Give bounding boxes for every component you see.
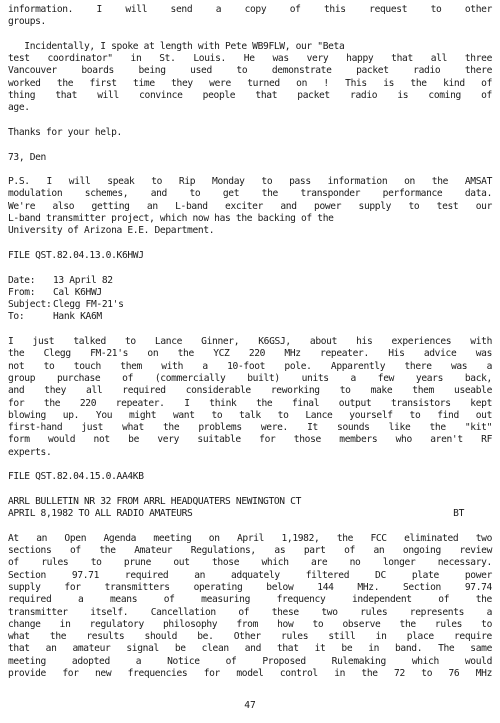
text-line: experts.: [8, 446, 52, 458]
ps-paragraph: [8, 176, 492, 237]
text-line: of rules to prune out those which are no longer necessary.: [8, 557, 492, 569]
sign-off: [8, 152, 492, 164]
memo-to-label: To:: [8, 311, 25, 323]
text-line: age.: [8, 102, 30, 114]
text-line: first-hand just what the problems were. It sounds like the "kit": [8, 422, 492, 434]
memo-subject-row: [8, 299, 492, 311]
bulletin-header-line: [8, 508, 492, 520]
bulletin-paragraph: [8, 533, 492, 681]
text-line: 73, Den: [8, 151, 46, 163]
text-line: and they all required considerable reworking to make them useable: [8, 385, 492, 397]
text-line: Section 97.71 required an adquately filtered DC plate power: [8, 569, 492, 581]
text-line: required a means of measuring frequency independent of the: [8, 594, 492, 606]
text-line: Vancouver boards being used to demonstrate packet radio there: [8, 65, 492, 77]
text-line: information. I will send a copy of this request to other: [8, 4, 492, 15]
memo-to-row: [8, 311, 492, 323]
bulletin-date-line: APRIL 8,1982 TO ALL RADIO AMATEURS: [8, 508, 193, 520]
memo-date-label: Date:: [8, 274, 36, 286]
memo-to-value: Hank KA6M: [53, 311, 102, 323]
text-line: what the results should be. Other rules still in place require: [8, 631, 492, 643]
text-line: At an Open Agenda meeting on April 1,1982, the FCC eliminated two: [8, 532, 492, 544]
memo-subject-value: Clegg FM-21's: [53, 299, 124, 311]
bulletin-header-line: ARRL BULLETIN NR 32 FROM ARRL HEADQUATERS NEWINGTON CT: [8, 495, 302, 507]
text-line: supply for transmitters operating below 144 MHz. Section 97.74: [8, 581, 492, 593]
text-line: University of Arizona E.E. Department.: [8, 225, 215, 237]
clegg-paragraph: [8, 336, 492, 459]
text-line: I just talked to Lance Ginner, K6GSJ, about his experiences with: [8, 336, 492, 348]
bulletin-header: [8, 496, 492, 521]
memo-from-label: From:: [8, 286, 36, 298]
text-line: We're also getting an L-band exciter and power supply to test our: [8, 200, 492, 212]
text-line: not to touch them with a 10-foot pole. Apparently there was a: [8, 360, 492, 372]
text-line: test coordinator" in St. Louis. He was very happy that all three: [8, 53, 492, 65]
intro-paragraph: [8, 4, 492, 29]
text-line: modulation schemes, and to get the transponder performance data.: [8, 188, 492, 200]
bulletin-bt-marker: BT: [453, 508, 464, 520]
text-line: P.S. I will speak to Rip Monday to pass information on the AMSAT: [8, 176, 492, 188]
incidentally-paragraph: [8, 41, 492, 115]
text-line: that an amateur signal be clean and that it be in band. The same: [8, 643, 492, 655]
text-line: Thanks for your help.: [8, 126, 122, 138]
text-line: transmitter itself. Cancellation of these two rules represents a: [8, 606, 492, 618]
memo-from-value: Cal K6HWJ: [53, 286, 102, 298]
text-line: L-band transmitter project, which now has the backing of the: [8, 213, 334, 225]
memo-from-row: [8, 287, 492, 299]
memo-date-value: 13 April 82: [53, 274, 113, 286]
text-line: Incidentally, I spoke at length with Pete WB9FLW, our "Beta: [8, 40, 345, 52]
text-line: the Clegg FM-21's on the YCZ 220 MHz repeater. His advice was: [8, 348, 492, 360]
text-line: blowing up. You might want to talk to Lance yourself to find out: [8, 409, 492, 421]
page-number: 47: [244, 700, 256, 711]
text-line: FILE QST.82.04.13.0.K6HWJ: [8, 249, 144, 261]
text-line: group purchase of (commercially built) units a few years back,: [8, 372, 492, 384]
thanks-line: [8, 127, 492, 139]
text-line: groups.: [8, 16, 46, 28]
text-line: for the 220 repeater. I think the final output transistors kept: [8, 397, 492, 409]
memo-header: [8, 275, 492, 324]
text-line: meeting adopted a Notice of Proposed Rulemaking which would: [8, 655, 492, 667]
text-line: sections of the Amateur Regulations, as part of an ongoing review: [8, 545, 492, 557]
memo-date-row: [8, 275, 492, 287]
text-line: worked the first time they were turned on ! This is the kind of: [8, 77, 492, 89]
text-line: thing that will convince people that packet radio is coming of: [8, 90, 492, 102]
text-line: change in regulatory philosophy from how to observe the rules to: [8, 618, 492, 630]
text-line: form would not be very suitable for those members who aren't RF: [8, 434, 492, 446]
file-header: [8, 471, 492, 483]
text-line: provide for new frequencies for model control in the 72 to 76 MHz: [8, 668, 492, 680]
text-line: FILE QST.82.04.15.0.AA4KB: [8, 471, 144, 483]
memo-subject-label: Subject:: [8, 299, 52, 311]
file-header: [8, 250, 492, 262]
